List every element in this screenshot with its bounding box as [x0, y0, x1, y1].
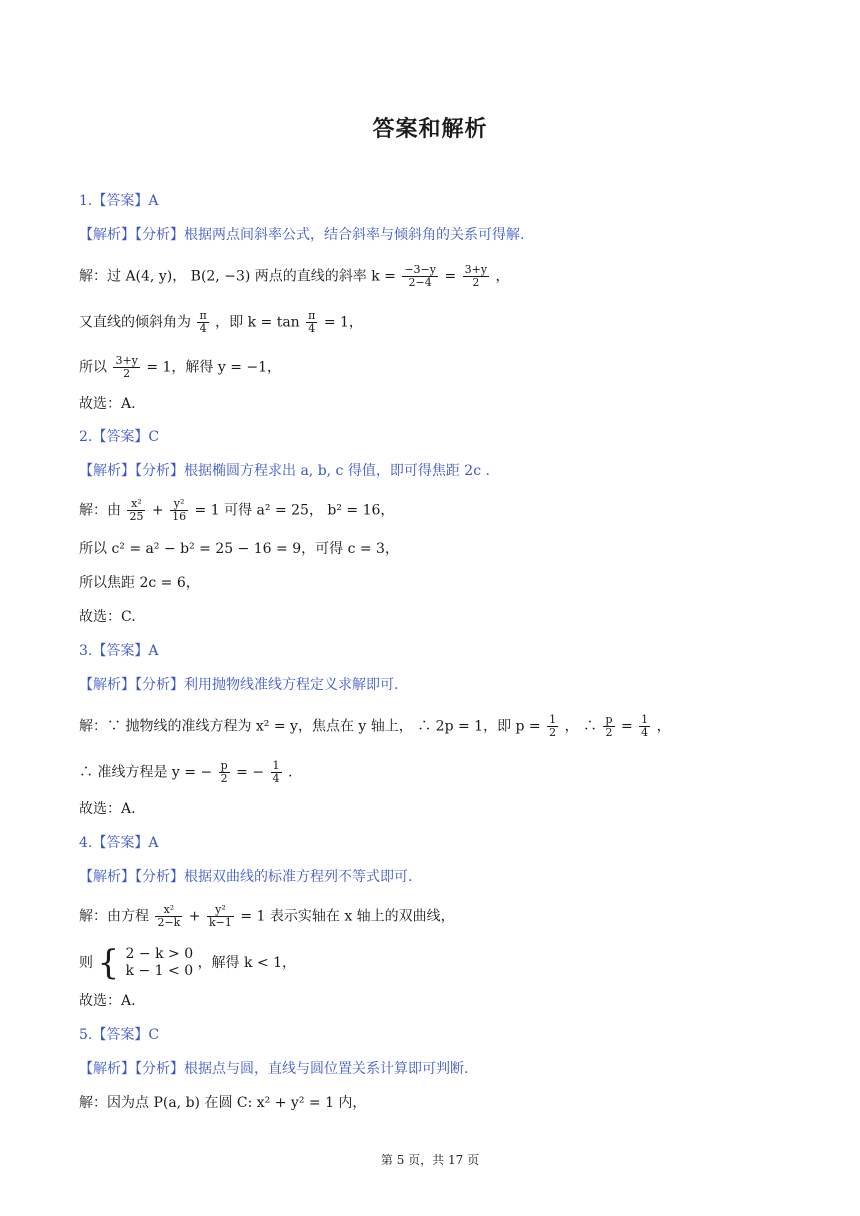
q4-inequality-2: k − 1 < 0 [125, 963, 194, 979]
q2-line1-text-a: 解：由 [79, 502, 121, 519]
q2-fraction-2: $\frac{\text{y²}}{16}$ [172, 497, 187, 523]
q1-analysis: 【解析】【分析】根据两点间斜率公式，结合斜率与倾斜角的关系可得解. [79, 227, 525, 243]
q3-fraction-2: $\frac{p}{2}$ [605, 713, 613, 739]
q1-answer-header: 1.【答案】A [79, 193, 159, 209]
q3-line1-text-c: = [620, 718, 633, 735]
brace-symbol: { [97, 943, 120, 983]
q1-fraction-4: $\frac{3+y}{2}$ [115, 354, 138, 380]
q4-fraction-2: $\frac{\text{y²}}{k-1}$ [208, 903, 232, 929]
q1-fraction-2: $\frac{3+y}{2}$ [464, 263, 488, 289]
q4-analysis: 【解析】【分析】根据双曲线的标准方程列不等式即可. [79, 869, 413, 885]
q1-fraction-3b: $\frac{\pi}{4}$ [308, 309, 316, 335]
q1-line3-text-a: 所以 [79, 359, 107, 376]
q1-fraction-1: $\frac{-3-y}{2-4}$ [404, 263, 436, 289]
q4-line1-text-a: 解：由方程 [79, 908, 149, 925]
q2-fraction-1: $\frac{\text{x²}}{25}$ [129, 497, 144, 523]
q3-line1-text-a: 解：∵ 抛物线的准线方程为 x² = y，焦点在 y 轴上， ∴ 2p = 1，即 p = [79, 718, 541, 735]
q4-fraction-1: $\frac{\text{x²}}{2-k}$ [157, 903, 181, 929]
q3-answer-header: 3.【答案】A [79, 643, 159, 659]
q4-line1 [79, 904, 455, 929]
q2-line2: 所以 c² = a² − b² = 25 − 16 = 9，可得 c = 3， [79, 541, 399, 557]
q4-line2 [79, 943, 297, 983]
q1-line2 [79, 310, 363, 335]
q2-line3: 所以焦距 2c = 6， [79, 575, 200, 591]
q4-line2-text-a: 则 [79, 955, 93, 971]
q1-fraction-3: $\frac{\pi}{4}$ [199, 309, 207, 335]
page-footer: 第 5 页，共 17 页 [380, 1153, 480, 1167]
q3-analysis: 【解析】【分析】利用抛物线准线方程定义求解即可. [79, 677, 399, 693]
q1-line3 [79, 355, 281, 380]
q4-line1-text-b: = 1 表示实轴在 x 轴上的双曲线， [240, 908, 455, 925]
q1-line3-text-b: = 1，解得 y = −1， [146, 359, 282, 376]
q1-conclusion: 故选：A. [79, 396, 136, 412]
q2-plus: + [151, 502, 164, 519]
q3-line1-text-b: ， ∴ [564, 718, 598, 735]
q1-line2-text-c: = 1， [323, 314, 363, 331]
q3-fraction-3: $\frac{1}{4}$ [641, 713, 649, 739]
q3-line1-text-d: ， [656, 718, 671, 735]
q2-answer-header: 2.【答案】C [79, 429, 160, 445]
q5-analysis: 【解析】【分析】根据点与圆，直线与圆位置关系计算即可判断. [79, 1061, 469, 1077]
q4-line2-text-b: ，解得 k < 1， [197, 955, 297, 971]
q3-fraction-1: $\frac{1}{2}$ [549, 713, 557, 739]
q3-fraction-5: $\frac{1}{4}$ [272, 759, 280, 785]
q3-line2-text-c: . [287, 764, 293, 781]
q4-inequality-system [126, 946, 194, 980]
q1-equals: = [444, 268, 457, 285]
q2-conclusion: 故选：C. [79, 609, 136, 625]
q3-line2 [79, 760, 292, 785]
q3-line1 [79, 714, 671, 739]
q1-line2-text-b: ，即 k = tan [215, 314, 300, 331]
page-title: 答案和解析 [372, 117, 488, 142]
q2-analysis: 【解析】【分析】根据椭圆方程求出 a, b, c 得值，即可得焦距 2c . [79, 463, 490, 479]
q3-fraction-4: $\frac{p}{2}$ [220, 759, 228, 785]
q4-inequality-1: 2 − k > 0 [125, 946, 194, 962]
q2-line1-text-b: = 1 可得 a² = 25， b² = 16， [194, 502, 395, 519]
q3-conclusion: 故选：A. [79, 801, 136, 817]
q4-plus: + [188, 908, 201, 925]
q5-answer-header: 5.【答案】C [79, 1027, 160, 1043]
q1-line1 [79, 264, 510, 289]
q4-answer-header: 4.【答案】A [79, 835, 159, 851]
q1-line1-end: ， [495, 268, 510, 285]
q2-line1 [79, 498, 394, 523]
q3-line2-text-b: = − [236, 764, 265, 781]
q1-line2-text-a: 又直线的倾斜角为 [79, 314, 191, 331]
q1-line1-text: 解：过 A(4, y)， B(2, −3) 两点的直线的斜率 k = [79, 268, 396, 285]
q4-conclusion: 故选：A. [79, 993, 136, 1009]
q3-line2-text-a: ∴ 准线方程是 y = − [79, 764, 213, 781]
q5-line1: 解：因为点 P(a, b) 在圆 C: x² + y² = 1 内， [79, 1095, 367, 1111]
